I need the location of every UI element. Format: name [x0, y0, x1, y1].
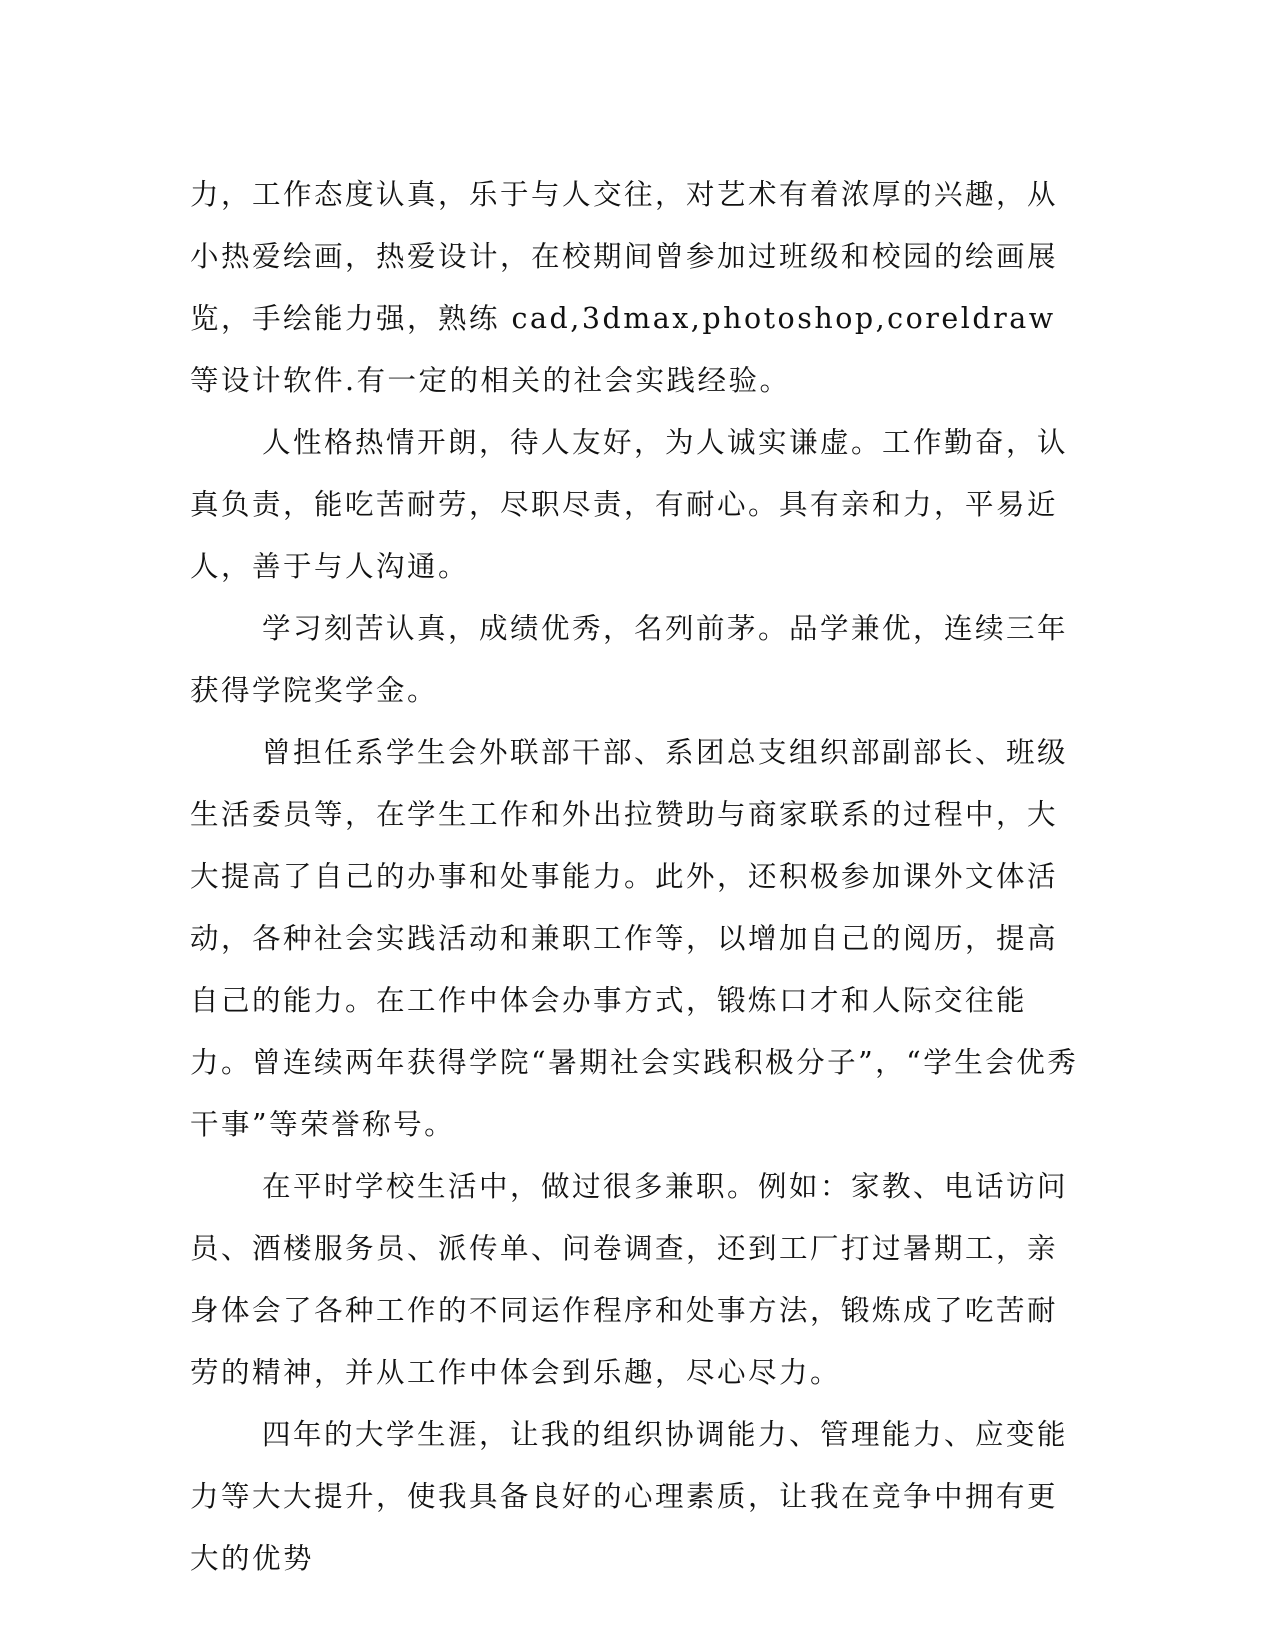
paragraph-4: 曾担任系学生会外联部干部、系团总支组织部副部长、班级生活委员等，在学生工作和外出拉赞助与商家联系的过程中，大大提高了自己的办事和处事能力。此外，还积极参加课外文体活动，各种社会实践活动和兼职工作等，以增加自己的阅历，提高自己的能力。在工作中体会办事方式，锻炼口才和人际交往能力。曾连续两年获得学院“暑期社会实践积极分子”，“学生会优秀干事”等荣誉称号。 — [190, 736, 1079, 1141]
paragraph-5: 在平时学校生活中，做过很多兼职。例如：家教、电话访问员、酒楼服务员、派传单、问卷调查，还到工厂打过暑期工，亲身体会了各种工作的不同运作程序和处事方法，锻炼成了吃苦耐劳的精神，并从工作中体会到乐趣，尽心尽力。 — [190, 1170, 1069, 1389]
paragraph-6: 四年的大学生涯，让我的组织协调能力、管理能力、应变能力等大大提升，使我具备良好的心理素质，让我在竞争中拥有更大的优势 — [190, 1418, 1069, 1575]
paragraph-2: 人性格热情开朗，待人友好，为人诚实谦虚。工作勤奋，认真负责，能吃苦耐劳，尽职尽责，有耐心。具有亲和力，平易近人，善于与人沟通。 — [190, 426, 1069, 583]
document-body — [190, 164, 1080, 1590]
paragraph-3: 学习刻苦认真，成绩优秀，名列前茅。品学兼优，连续三年获得学院奖学金。 — [190, 612, 1069, 707]
paragraph-1: 力，工作态度认真，乐于与人交往，对艺术有着浓厚的兴趣，从小热爱绘画，热爱设计，在校期间曾参加过班级和校园的绘画展览，手绘能力强，熟练 cad,3dmax,photoshop,coreldraw 等设计软件.有一定的相关的社会实践经验。 — [190, 178, 1059, 397]
